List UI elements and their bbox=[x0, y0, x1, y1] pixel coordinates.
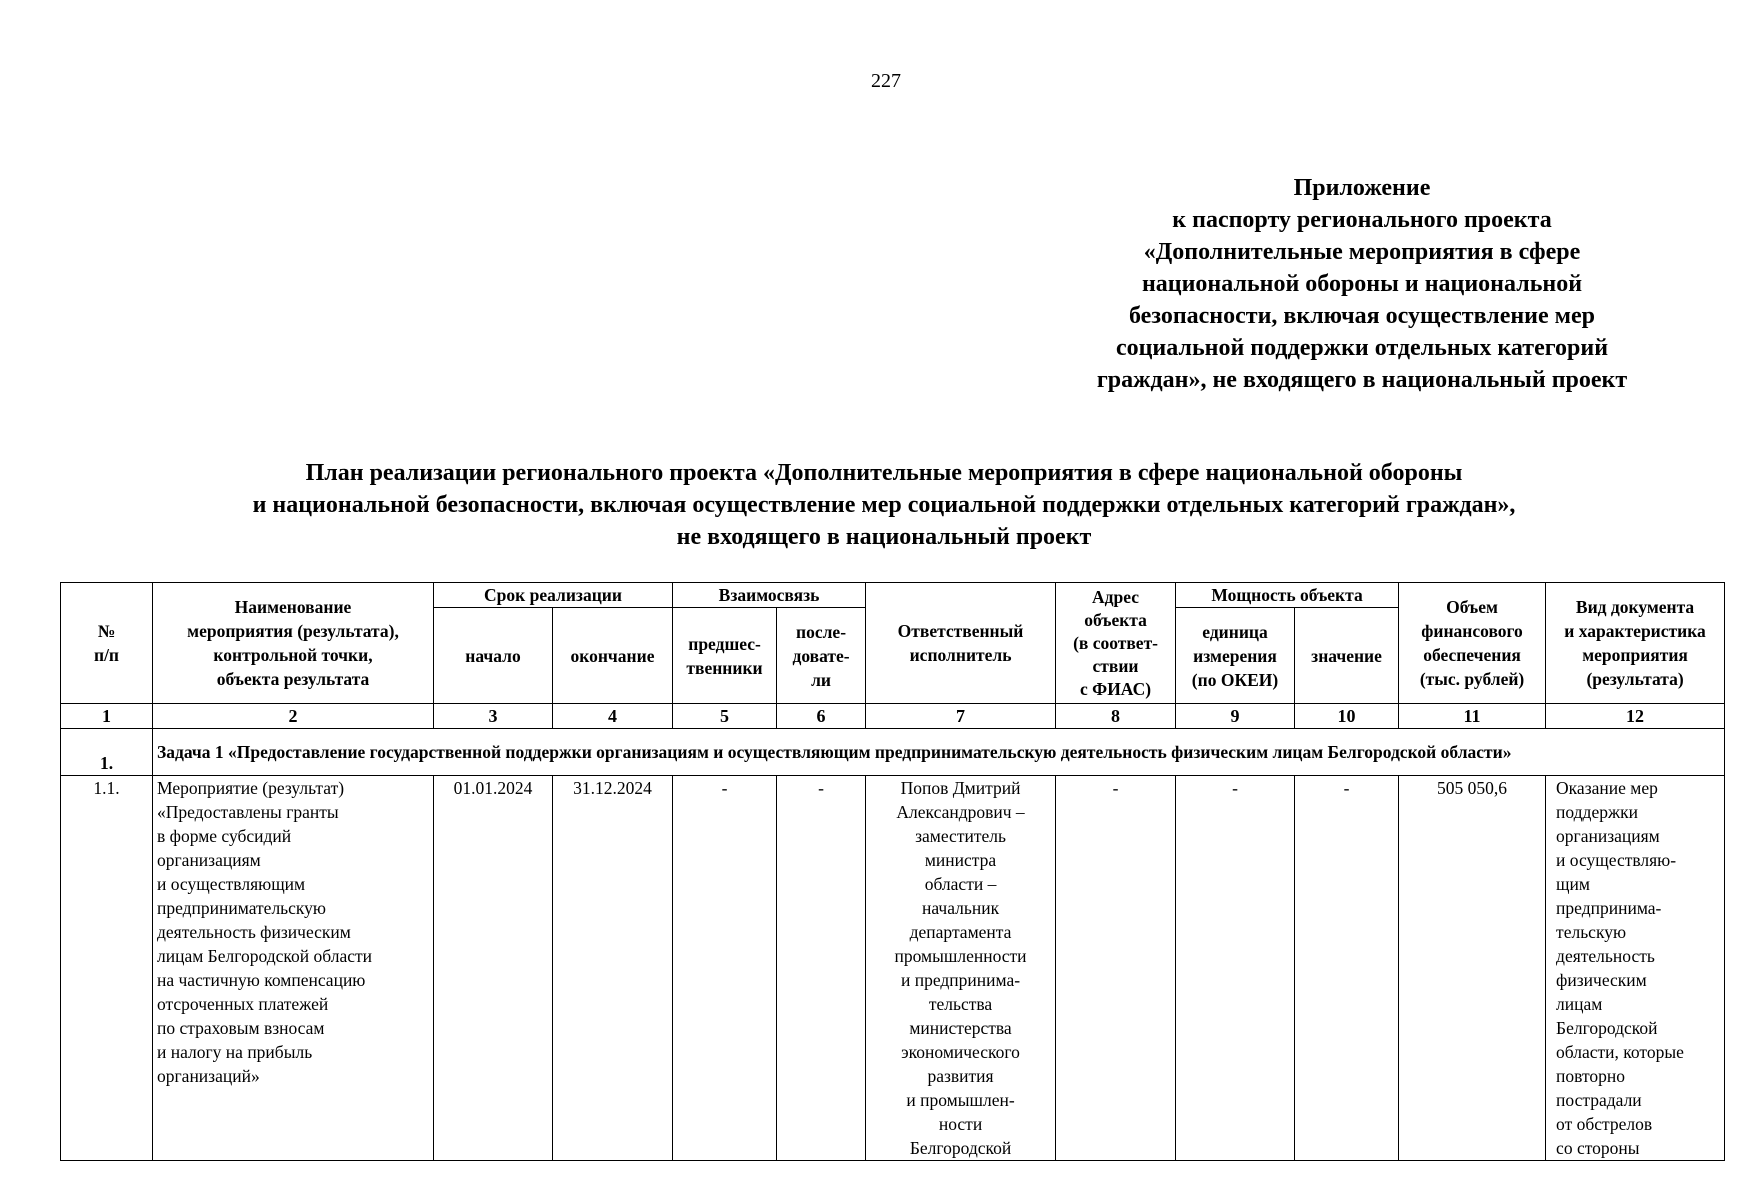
header-start: начало bbox=[434, 608, 553, 704]
header-row-1 bbox=[61, 583, 1725, 608]
header-successors: после- довате- ли bbox=[777, 608, 866, 704]
plan-title-line: и национальной безопасности, включая осуществление мер социальной поддержки отдельных категорий граждан», bbox=[252, 492, 1516, 518]
annex-line: «Дополнительные мероприятия в сфере bbox=[1143, 239, 1581, 265]
column-number-row bbox=[61, 704, 1725, 729]
plan-title bbox=[60, 457, 1708, 553]
header-link-group: Взаимосвязь bbox=[673, 583, 866, 608]
item-start-date: 01.01.2024 bbox=[434, 776, 553, 1161]
header-doc-type: Вид документа и характеристика мероприятия (результата) bbox=[1546, 583, 1725, 704]
header-capacity-group: Мощность объекта bbox=[1176, 583, 1399, 608]
annex-line: Приложение bbox=[1293, 175, 1431, 201]
header-unit: единица измерения (по ОКЕИ) bbox=[1176, 608, 1295, 704]
column-number: 5 bbox=[673, 704, 777, 729]
task-number: 1. bbox=[61, 729, 153, 776]
task-description: Задача 1 «Предоставление государственной поддержки организациям и осуществляющим предпринимательскую деятельность физическим лицам Белгородской области» bbox=[153, 729, 1725, 776]
header-value: значение bbox=[1295, 608, 1399, 704]
header-name: Наименование мероприятия (результата), контрольной точки, объекта результата bbox=[153, 583, 434, 704]
item-executor: Попов Дмитрий Александрович – заместитель министра области – начальник департамента промышленности и предпринима- тельства министерства экономического развития и промышлен- ности Белгородской bbox=[866, 776, 1056, 1161]
header-predecessors: предшес- твенники bbox=[673, 608, 777, 704]
task-row bbox=[61, 729, 1725, 776]
item-unit: - bbox=[1176, 776, 1295, 1161]
item-value: - bbox=[1295, 776, 1399, 1161]
implementation-plan-table bbox=[60, 582, 1725, 1161]
item-doc-type: Оказание мер поддержки организациям и осуществляю- щим предпринима- тельскую деятельность физическим лицам Белгородской области, которые повторно пострадали от обстрелов со стороны bbox=[1546, 776, 1725, 1161]
annex-line: социальной поддержки отдельных категорий bbox=[1115, 335, 1609, 361]
header-executor: Ответственный исполнитель bbox=[866, 583, 1056, 704]
column-number: 2 bbox=[153, 704, 434, 729]
column-number: 6 bbox=[777, 704, 866, 729]
item-address: - bbox=[1056, 776, 1176, 1161]
header-term-group: Срок реализации bbox=[434, 583, 673, 608]
item-name: Мероприятие (результат) «Предоставлены гранты в форме субсидий организациям и осуществляющим предпринимательскую деятельность физическим лицам Белгородской области на частичную компенсацию отсроченных платежей по страховым взносам и налогу на прибыль организаций» bbox=[153, 776, 434, 1161]
column-number: 4 bbox=[553, 704, 673, 729]
plan-title-line: План реализации регионального проекта «Дополнительные мероприятия в сфере национальной обороны bbox=[305, 460, 1463, 486]
column-number: 7 bbox=[866, 704, 1056, 729]
column-number: 3 bbox=[434, 704, 553, 729]
item-end-date: 31.12.2024 bbox=[553, 776, 673, 1161]
annex-line: безопасности, включая осуществление мер bbox=[1128, 303, 1596, 329]
annex-line: к паспорту регионального проекта bbox=[1172, 207, 1552, 233]
column-number: 9 bbox=[1176, 704, 1295, 729]
header-address: Адрес объекта (в соответ- ствии с ФИАС) bbox=[1056, 583, 1176, 704]
header-funding: Объем финансового обеспечения (тыс. рублей) bbox=[1399, 583, 1546, 704]
header-num: № п/п bbox=[61, 583, 153, 704]
column-number: 12 bbox=[1546, 704, 1725, 729]
page-number: 227 bbox=[871, 70, 901, 92]
annex-heading bbox=[1092, 172, 1632, 396]
item-successors: - bbox=[777, 776, 866, 1161]
item-funding: 505 050,6 bbox=[1399, 776, 1546, 1161]
item-number: 1.1. bbox=[61, 776, 153, 1161]
item-predecessors: - bbox=[673, 776, 777, 1161]
annex-line: национальной обороны и национальной bbox=[1141, 271, 1583, 297]
column-number: 8 bbox=[1056, 704, 1176, 729]
table-row bbox=[61, 776, 1725, 1161]
column-number: 11 bbox=[1399, 704, 1546, 729]
column-number: 1 bbox=[61, 704, 153, 729]
annex-line: граждан», не входящего в национальный проект bbox=[1096, 367, 1628, 393]
header-end: окончание bbox=[553, 608, 673, 704]
column-number: 10 bbox=[1295, 704, 1399, 729]
plan-title-line: не входящего в национальный проект bbox=[676, 524, 1092, 550]
